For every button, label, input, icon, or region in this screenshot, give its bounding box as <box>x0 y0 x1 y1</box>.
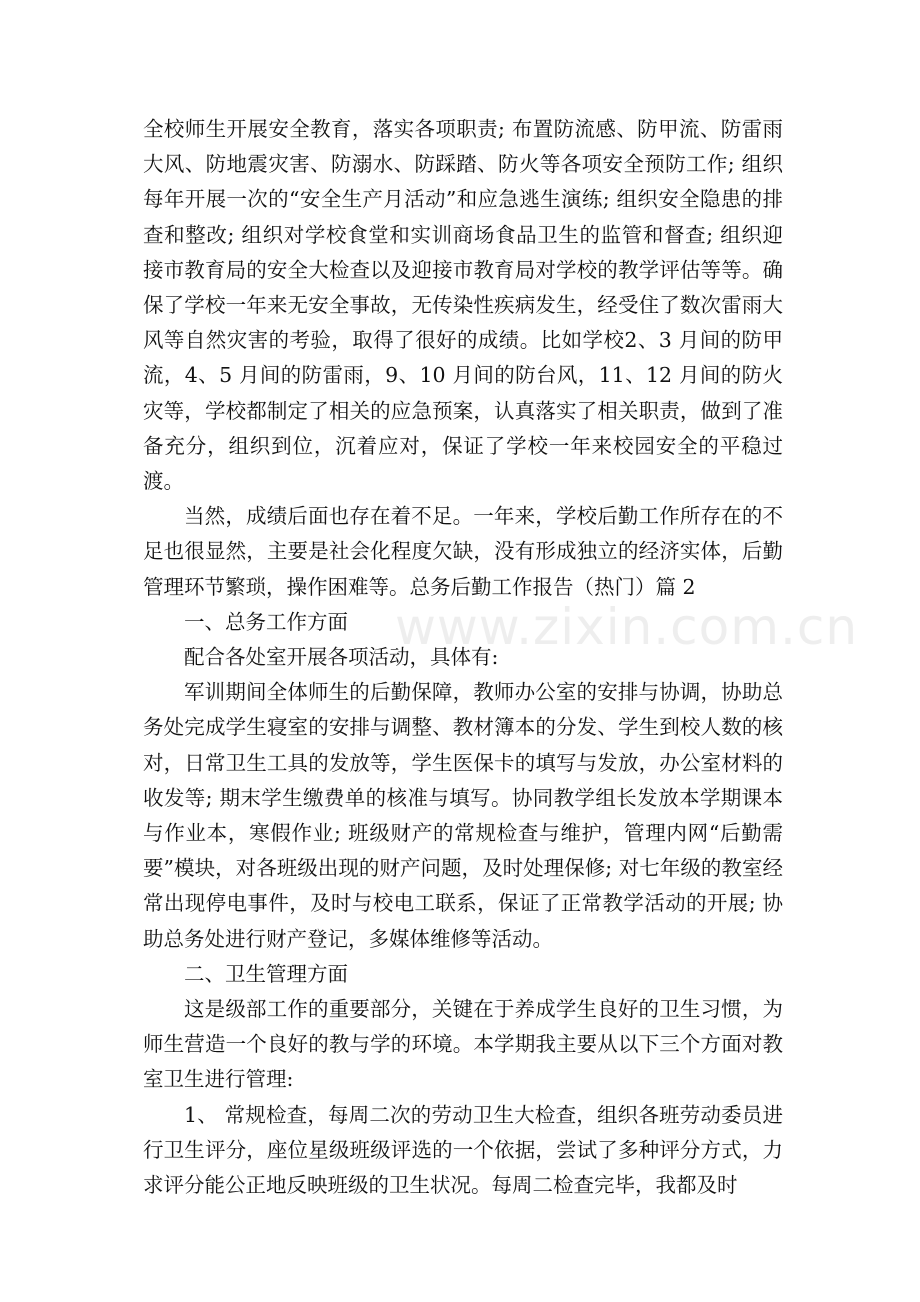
paragraph-1: 全校师生开展安全教育，落实各项职责; 布置防流感、防甲流、防雷雨大风、防地震灾害、防溺水、防踩踏、防火等各项安全预防工作; 组织每年开展一次的“安全生产月活动”和应急逃生演练; 组织安全隐患的排查和整改; 组织对学校食堂和实训商场食品卫生的监管和督查; 组织迎接市教育局的安全大检查以及迎接市教育局对学校的教学评估等等。确保了学校一年来无安全事故，无传染性疾病发生，经受住了数次雷雨大风等自然灾害的考验，取得了很好的成绩。比如学校2、3 月间的防甲流，4、5 月间的防雷雨，9、10 月间的防台风，11、12 月间的防火灾等，学校都制定了相关的应急预案，认真落实了相关职责，做到了准备充分，组织到位，沉着应对，保证了学校一年来校园安全的平稳过渡。 <box>143 117 783 494</box>
paragraph-4: 配合各处室开展各项活动，具体有: <box>184 645 499 670</box>
paragraph-7: 这是级部工作的重要部分，关键在于养成学生良好的卫生习惯，为师生营造一个良好的教与学的环境。本学期我主要从以下三个方面对教室卫生进行管理: <box>143 997 783 1092</box>
paragraph-2: 当然，成绩后面也存在着不足。一年来，学校后勤工作所存在的不足也很显然，主要是社会化程度欠缺，没有形成独立的经济实体，后勤管理环节繁琐，操作困难等。总务后勤工作报告（热门）篇 2 <box>143 504 783 599</box>
paragraph-8: 1、 常规检查，每周二次的劳动卫生大检查，组织各班劳动委员进行卫生评分，座位星级班级评选的一个依据，尝试了多种评分方式，力求评分能公正地反映班级的卫生状况。每周二检查完毕，我都及时 <box>143 1102 783 1198</box>
section-heading-hygiene: 二、卫生管理方面 <box>184 961 348 986</box>
watermark: www.zixin.com.cn <box>395 598 859 656</box>
document-body <box>143 112 783 1203</box>
paragraph-5: 军训期间全体师生的后勤保障，教师办公室的安排与协调，协助总务处完成学生寝室的安排与调整、教材簿本的分发、学生到校人数的核对，日常卫生工具的发放等，学生医保卡的填写与发放，办公室材料的收发等; 期末学生缴费单的核准与填写。协同教学组长发放本学期课本与作业本，寒假作业; 班级财产的常规检查与维护，管理内网“后勤需要”模块，对各班级出现的财产问题，及时处理保修; 对七年级的教室经常出现停电事件，及时与校电工联系，保证了正常教学活动的开展; 协助总务处进行财产登记，多媒体维修等活动。 <box>143 680 783 951</box>
section-heading-general-affairs: 一、总务工作方面 <box>184 609 348 634</box>
